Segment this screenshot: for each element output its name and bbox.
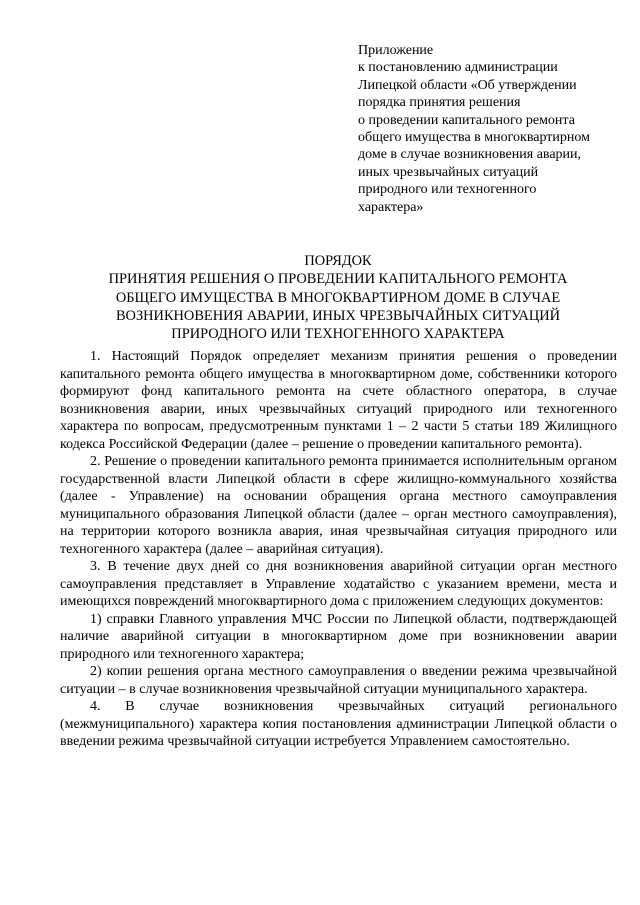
appendix-line: Липецкой области «Об утверждении — [358, 77, 577, 93]
paragraph-3: 3. В течение двух дней со дня возникновения аварийной ситуации орган местного самоуправления представляет в Управление ходатайство с указанием времени, места и имеющихся повреждений многоквартирного дома с приложением следующих документов: — [60, 559, 617, 609]
appendix-line: к постановлению администрации — [358, 60, 558, 76]
paragraph-1: 1. Настоящий Порядок определяет механизм принятия решения о проведении капитального ремонта общего имущества в многоквартирном доме, собственники которого формируют фонд капитального ремонта на счете областного оператора, в случае возникновения аварии, иных чрезвычайных ситуаций природного или техногенного характера по вопросам, предусмотренным пунктами 1 – 2 части 5 статьи 189 Жилищного кодекса Российской Федерации (далее – решение о проведении капитального ремонта). — [60, 349, 617, 452]
appendix-line: доме в случае возникновения аварии, — [358, 147, 582, 163]
paragraph-2: 2. Решение о проведении капитального ремонта принимается исполнительным органом государственной власти Липецкой области в сфере жилищно-коммунального хозяйства (далее - Управление) на основании обращения органа местного самоуправления муниципального образования Липецкой области (далее – орган местного самоуправления), на территории которого возникла авария, иная чрезвычайная ситуация природного или техногенного характера (далее – аварийная ситуация). — [60, 454, 617, 557]
title-heading: ПОРЯДОК — [304, 253, 372, 269]
appendix-line: порядка принятия решения — [358, 95, 521, 111]
paragraph-3-item-2: 2) копии решения органа местного самоуправления о введении режима чрезвычайной ситуации – в случае возникновения чрезвычайной ситуации муниципального характера. — [60, 664, 617, 697]
document-title — [60, 252, 616, 343]
appendix-line: иных чрезвычайных ситуаций — [358, 164, 539, 180]
appendix-block — [358, 42, 628, 216]
document-body — [60, 348, 617, 751]
paragraph-3-item-1: 1) справки Главного управления МЧС России по Липецкой области, подтверждающей наличие аварийной ситуации в многоквартирном доме при возникновении аварии природного или техногенного характера; — [60, 611, 617, 662]
appendix-line: о проведении капитального ремонта — [358, 112, 575, 128]
title-line: ОБЩЕГО ИМУЩЕСТВА В МНОГОКВАРТИРНОМ ДОМЕ В СЛУЧАЕ — [115, 289, 561, 306]
appendix-line: Приложение — [358, 43, 434, 58]
appendix-line: характера» — [358, 199, 424, 215]
paragraph-4: 4. В случае возникновения чрезвычайных ситуаций регионального (межмуниципального) характера копия постановления администрации Липецкой области о введении режима чрезвычайной ситуации истребуется Управлением самостоятельно. — [60, 699, 617, 749]
appendix-line: природного или техногенного — [358, 182, 537, 198]
appendix-line: общего имущества в многоквартирном — [358, 130, 590, 146]
title-line: ВОЗНИКНОВЕНИЯ АВАРИИ, ИНЫХ ЧРЕЗВЫЧАЙНЫХ СИТУАЦИЙ — [115, 307, 561, 324]
title-line: ПРИНЯТИЯ РЕШЕНИЯ О ПРОВЕДЕНИИ КАПИТАЛЬНОГО РЕМОНТА — [108, 271, 568, 288]
title-line: ПРИРОДНОГО ИЛИ ТЕХНОГЕННОГО ХАРАКТЕРА — [171, 326, 505, 343]
